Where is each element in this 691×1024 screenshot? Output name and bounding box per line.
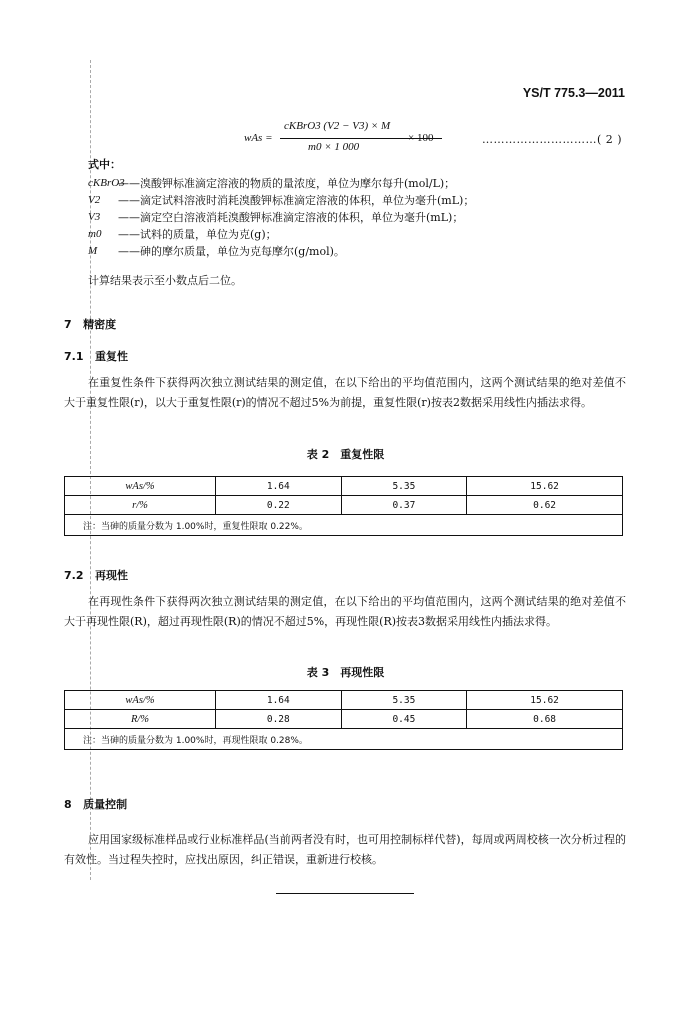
definition-text: ——砷的摩尔质量，单位为克每摩尔(g/mol)。 xyxy=(118,245,345,258)
table-cell: 0.37 xyxy=(341,496,467,515)
table-cell: 15.62 xyxy=(467,691,623,710)
definition-symbol: m0 xyxy=(88,228,102,240)
section-8-paragraph: 应用国家级标准样品或行业标准样品(当前两者没有时，也可用控制标样代替)，每周或两周校核一次分析过程的有效性。当过程失控时，应找出原因，纠正错误，重新进行校核。 xyxy=(64,833,626,866)
table-row xyxy=(65,710,623,729)
table-note-row xyxy=(65,515,623,536)
table-cell: 5.35 xyxy=(341,691,467,710)
table-row xyxy=(65,691,623,710)
definition-row xyxy=(88,226,474,243)
section-number: 7 xyxy=(64,318,72,331)
table-cell: 0.68 xyxy=(467,710,623,729)
table-cell: 0.22 xyxy=(216,496,342,515)
definition-text: ——溴酸钾标准滴定溶液的物质的量浓度，单位为摩尔每升(mol/L)； xyxy=(118,177,456,190)
definition-row xyxy=(88,243,474,260)
definition-symbol: M xyxy=(88,245,98,257)
table-2 xyxy=(64,476,623,536)
table-3-caption: 表 3 再现性限 xyxy=(306,666,385,679)
table-cell: 0.45 xyxy=(341,710,467,729)
definition-text: ——试料的质量，单位为克(g)； xyxy=(118,228,277,241)
section-title: 精密度 xyxy=(83,318,117,331)
section-number: 7.2 xyxy=(64,569,84,582)
table-cell: R/% xyxy=(65,710,216,729)
section-title: 再现性 xyxy=(95,569,128,582)
table-3 xyxy=(64,690,623,750)
section-7-2-paragraph: 在再现性条件下获得两次独立测试结果的测定值，在以下给出的平均值范围内，这两个测试结果的绝对差值不大于再现性限(R)，超过再现性限(R)的情况不超过5%，再现性限(R)按表3数据采用线性内插法求得。 xyxy=(64,595,626,628)
table-cell: wAs/% xyxy=(65,691,216,710)
table-cell: r/% xyxy=(65,496,216,515)
section-title: 重复性 xyxy=(95,350,128,363)
formula-times: × 100 xyxy=(408,132,434,144)
definition-symbol: V2 xyxy=(88,194,101,206)
table-cell: wAs/% xyxy=(65,477,216,496)
table-cell: 5.35 xyxy=(341,477,467,496)
standard-number: YS/T 775.3—2011 xyxy=(522,86,625,100)
table-note: 注：当砷的质量分数为 1.00%时，再现性限取 0.28%。 xyxy=(65,729,623,750)
table-cell: 0.62 xyxy=(467,496,623,515)
definition-symbol: cKBrO3 xyxy=(88,177,125,189)
section-7-heading xyxy=(64,316,116,332)
definition-text: ——滴定试料溶液时消耗溴酸钾标准滴定溶液的体积，单位为毫升(mL)； xyxy=(118,194,475,207)
table-note-row xyxy=(65,729,623,750)
table-2-caption: 表 2 重复性限 xyxy=(306,448,385,461)
equation-number: …………………………( 2 ) xyxy=(482,133,623,146)
formula-denominator: m0 × 1 000 xyxy=(308,141,360,153)
formula-numerator: cKBrO3 (V2 − V3) × M xyxy=(284,120,391,132)
where-label: 式中： xyxy=(88,158,121,171)
definition-row xyxy=(88,192,474,209)
section-7-1-heading xyxy=(64,348,128,364)
calculation-note: 计算结果表示至小数点后二位。 xyxy=(88,274,242,287)
table-cell: 1.64 xyxy=(216,477,342,496)
section-7-1-paragraph: 在重复性条件下获得两次独立测试结果的测定值，在以下给出的平均值范围内，这两个测试结果的绝对差值不大于重复性限(r)，以大于重复性限(r)的情况不超过5%为前提，重复性限(r)按表2数据采用线性内插法求得。 xyxy=(64,376,626,409)
definition-text: ——滴定空白溶液消耗溴酸钾标准滴定溶液的体积，单位为毫升(mL)； xyxy=(118,211,464,224)
section-title: 质量控制 xyxy=(83,798,128,811)
formula-lhs: wAs = xyxy=(244,132,273,144)
table-cell: 1.64 xyxy=(216,691,342,710)
section-number: 7.1 xyxy=(64,350,84,363)
table-note: 注：当砷的质量分数为 1.00%时，重复性限取 0.22%。 xyxy=(65,515,623,536)
definition-row xyxy=(88,209,474,226)
table-row xyxy=(65,477,623,496)
definition-row xyxy=(88,175,474,192)
section-number: 8 xyxy=(64,798,72,811)
formula-2 xyxy=(244,118,444,158)
definition-symbol: V3 xyxy=(88,211,101,223)
table-cell: 15.62 xyxy=(467,477,623,496)
table-row xyxy=(65,496,623,515)
section-8-heading xyxy=(64,796,127,812)
definitions-list xyxy=(88,175,474,260)
table-cell: 0.28 xyxy=(216,710,342,729)
end-rule xyxy=(276,893,414,894)
section-7-2-heading xyxy=(64,567,128,583)
